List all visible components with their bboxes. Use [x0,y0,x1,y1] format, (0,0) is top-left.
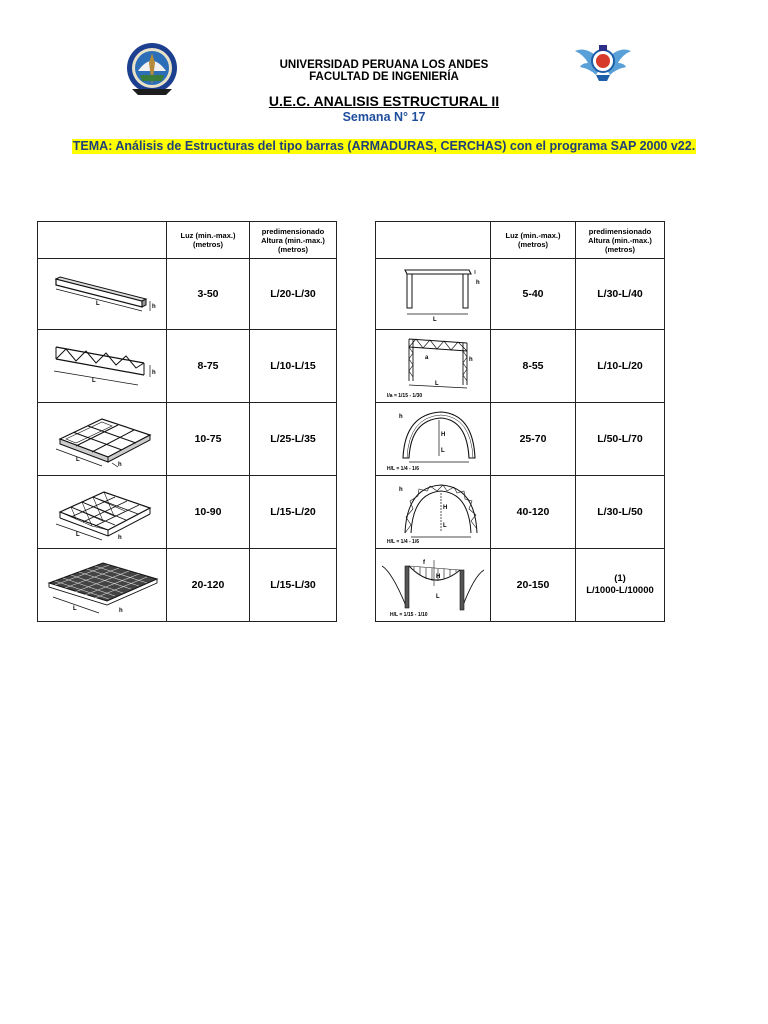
span-label: L [76,532,80,538]
suspended-cable-icon [378,552,488,618]
height-label: h [118,462,122,468]
height-value: L/30-L/50 [576,476,665,549]
span-label: L [435,381,439,387]
structure-diagram-cell [376,549,491,622]
height-value: L/50-L/70 [576,403,665,476]
span-value: 8-75 [167,330,250,403]
structure-diagram-cell [38,259,167,330]
span-value: 5-40 [491,259,576,330]
diagram-header-cell [376,222,491,259]
faculty-name: FACULTAD DE INGENIERÍA [309,71,459,83]
span-label: L [92,378,96,384]
rise-label: H [441,432,446,438]
rise-label: H [443,505,448,511]
height-label: h [469,357,473,363]
span-value: 3-50 [167,259,250,330]
span-label: L [441,448,445,454]
ratio-note: H/L = 1/15 - 1/10 [390,612,428,618]
topic-text: TEMA: Análisis de Estructuras del tipo barras (ARMADURAS, CERCHAS) con el programa SAP 2000 v22. [72,139,696,153]
structure-diagram-cell [38,330,167,403]
table-row [376,549,665,622]
height-range: L/1000-L/10000 [586,585,654,596]
university-name: UNIVERSIDAD PERUANA LOS ANDES [279,59,489,71]
height-value: L/15-L/20 [250,476,337,549]
space-frame-icon [46,482,158,542]
height-value: L/20-L/30 [250,259,337,330]
height-header: predimensionado Altura (min.-max.) (metros) [250,222,337,259]
height-header: predimensionado Altura (min.-max.) (metros) [576,222,665,259]
sag-label: f [423,560,425,566]
span-value: 8-55 [491,330,576,403]
right-structures-table [375,221,665,622]
ratio-note: H/L = 1/4 - 1/6 [387,539,420,545]
height-label: h [152,304,156,310]
grid-slab-icon [46,409,158,469]
height-value [576,549,665,622]
structure-diagram-cell [376,330,491,403]
table-row [38,403,337,476]
table-row [376,476,665,549]
span-label: L [433,317,437,323]
height-label: h [399,487,403,493]
span-value: 25-70 [491,403,576,476]
rise-label: H [436,574,441,580]
course-title: U.E.C. ANALISIS ESTRUCTURAL II [268,93,500,109]
height-footnote: (1) [614,573,626,584]
double-layer-grid-icon [43,555,161,615]
span-label: L [76,457,80,463]
span-value: 10-90 [167,476,250,549]
table-row [38,259,337,330]
truss-portal-icon [383,333,483,399]
height-label: h [152,370,156,376]
height-value: L/15-L/30 [250,549,337,622]
topic-line [0,137,768,155]
height-label: h [118,535,122,541]
span-header: Luz (min.-max.) (metros) [491,222,576,259]
span-label: L [73,606,77,612]
table-row [376,330,665,403]
structure-diagram-cell [376,403,491,476]
ratio-note: l/a = 1/15 - 1/30 [387,393,423,399]
beam-icon [46,265,158,323]
span-label: L [443,523,447,529]
structure-diagram-cell [38,476,167,549]
height-value: L/10-L/20 [576,330,665,403]
span-value: 10-75 [167,403,250,476]
left-structures-table [37,221,337,622]
span-label: L [96,301,100,307]
span-value: 20-150 [491,549,576,622]
lattice-arch-icon [383,479,483,545]
height-value: L/25-L/35 [250,403,337,476]
solid-arch-icon [383,406,483,472]
table-row [376,403,665,476]
span-label: L [436,594,440,600]
truss-icon [46,337,158,395]
height-value: L/30-L/40 [576,259,665,330]
height-label: h [399,414,403,420]
structure-diagram-cell [376,476,491,549]
table-row [376,259,665,330]
depth-label: a [425,355,429,361]
ratio-note: H/L = 1/4 - 1/6 [387,466,420,472]
span-value: 20-120 [167,549,250,622]
table-header-row [376,222,665,259]
portal-frame-icon [383,264,483,324]
table-header-row [38,222,337,259]
structure-diagram-cell [38,549,167,622]
table-row [38,330,337,403]
table-row [38,549,337,622]
table-row [38,476,337,549]
height-label: h [476,280,480,286]
structure-diagram-cell [376,259,491,330]
diagram-header-cell [38,222,167,259]
structure-diagram-cell [38,403,167,476]
height-label: h [119,608,123,614]
span-header: Luz (min.-max.) (metros) [167,222,250,259]
week-label: Semana N° 17 [342,110,426,124]
height-value: L/10-L/15 [250,330,337,403]
span-value: 40-120 [491,476,576,549]
